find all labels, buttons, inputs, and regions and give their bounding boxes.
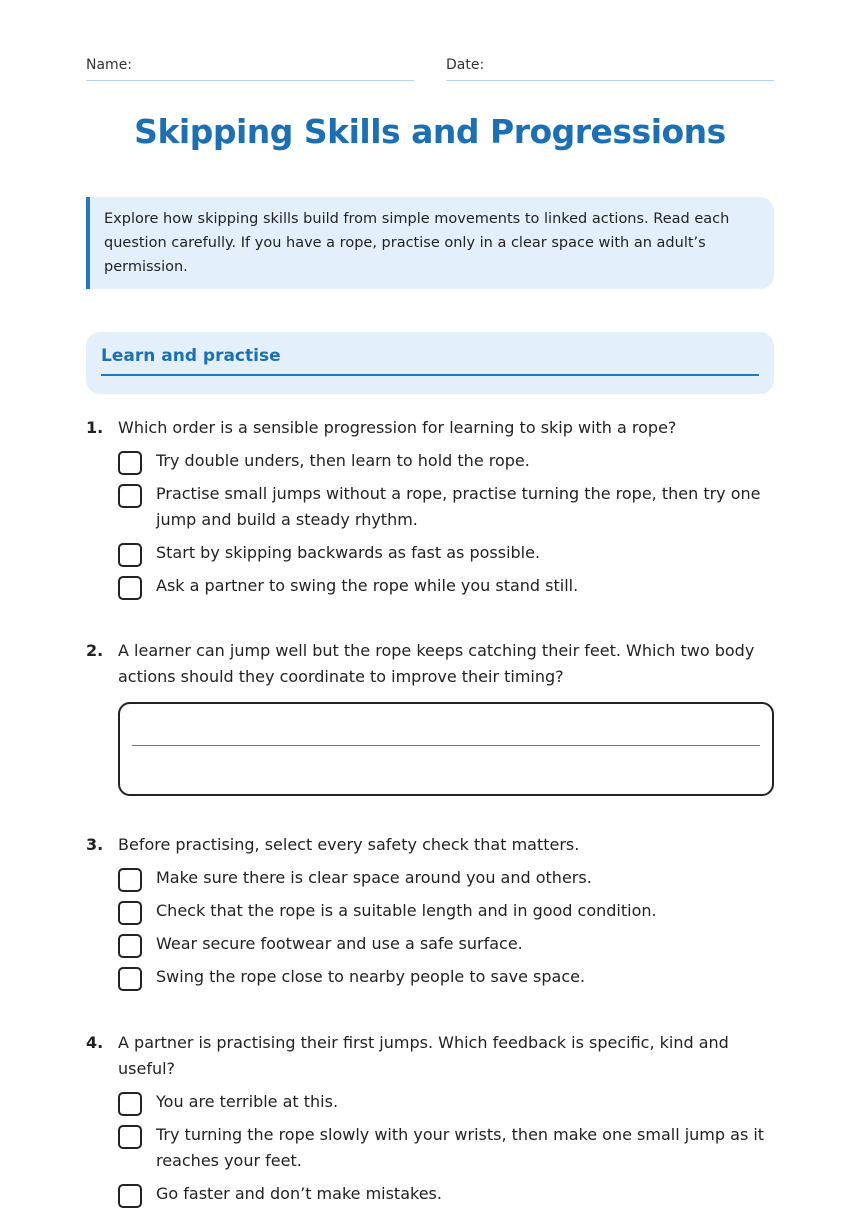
option-item[interactable] xyxy=(118,931,774,957)
checkbox[interactable] xyxy=(118,543,142,567)
option-item[interactable] xyxy=(118,481,774,533)
option-item[interactable] xyxy=(118,540,774,566)
option-label: Ask a partner to swing the rope while you stand still. xyxy=(156,576,579,595)
option-label: Try turning the rope slowly with your wrists, then make one small jump as it reaches your feet. xyxy=(156,1125,765,1170)
option-label: Practise small jumps without a rope, practise turning the rope, then try one jump and build a steady rhythm. xyxy=(156,484,761,529)
checkbox[interactable] xyxy=(118,868,142,892)
question-text: Which order is a sensible progression for learning to skip with a rope? xyxy=(118,418,677,437)
option-label: Wear secure footwear and use a safe surface. xyxy=(156,934,523,953)
option-item[interactable] xyxy=(118,573,774,599)
question-number: 4. xyxy=(86,1033,104,1052)
question-2 xyxy=(86,638,774,796)
option-item[interactable] xyxy=(118,964,774,990)
question-number: 2. xyxy=(86,641,104,660)
section-header xyxy=(86,332,774,394)
question-1 xyxy=(86,415,774,599)
question-number: 1. xyxy=(86,418,104,437)
checkbox[interactable] xyxy=(118,1125,142,1149)
answer-box[interactable] xyxy=(118,702,774,796)
question-3 xyxy=(86,832,774,990)
question-text: A partner is practising their first jumps. Which feedback is specific, kind and useful? xyxy=(118,1033,729,1078)
checkbox[interactable] xyxy=(118,1092,142,1116)
checkbox[interactable] xyxy=(118,901,142,925)
question-number: 3. xyxy=(86,835,104,854)
checkbox[interactable] xyxy=(118,934,142,958)
option-item[interactable] xyxy=(118,1181,774,1207)
option-label: Try double unders, then learn to hold the rope. xyxy=(156,451,530,470)
question-text: Before practising, select every safety check that matters. xyxy=(118,835,580,854)
page-title: Skipping Skills and Progressions xyxy=(134,112,726,151)
option-label: Go faster and don’t make mistakes. xyxy=(156,1184,442,1203)
date-label: Date: xyxy=(446,57,485,73)
option-item[interactable] xyxy=(118,1122,774,1174)
question-4 xyxy=(86,1030,774,1207)
intro-callout: Explore how skipping skills build from simple movements to linked actions. Read each question carefully. If you have a rope, practise only in a clear space with an adult’s permission. xyxy=(86,197,774,289)
option-item[interactable] xyxy=(118,865,774,891)
option-label: Swing the rope close to nearby people to save space. xyxy=(156,967,586,986)
option-label: Check that the rope is a suitable length and in good condition. xyxy=(156,901,657,920)
answer-line xyxy=(132,745,760,746)
option-label: You are terrible at this. xyxy=(156,1092,339,1111)
option-label: Start by skipping backwards as fast as possible. xyxy=(156,543,541,562)
date-field[interactable] xyxy=(446,54,774,81)
question-text: A learner can jump well but the rope keeps catching their feet. Which two body actions should they coordinate to improve their timing? xyxy=(118,641,755,686)
checkbox[interactable] xyxy=(118,967,142,991)
name-field[interactable] xyxy=(86,54,414,81)
checkbox[interactable] xyxy=(118,576,142,600)
option-item[interactable] xyxy=(118,448,774,474)
checkbox[interactable] xyxy=(118,484,142,508)
option-item[interactable] xyxy=(118,1089,774,1115)
section-title: Learn and practise xyxy=(101,346,759,376)
option-label: Make sure there is clear space around you and others. xyxy=(156,868,592,887)
checkbox[interactable] xyxy=(118,1184,142,1208)
checkbox[interactable] xyxy=(118,451,142,475)
name-label: Name: xyxy=(86,57,133,73)
option-item[interactable] xyxy=(118,898,774,924)
